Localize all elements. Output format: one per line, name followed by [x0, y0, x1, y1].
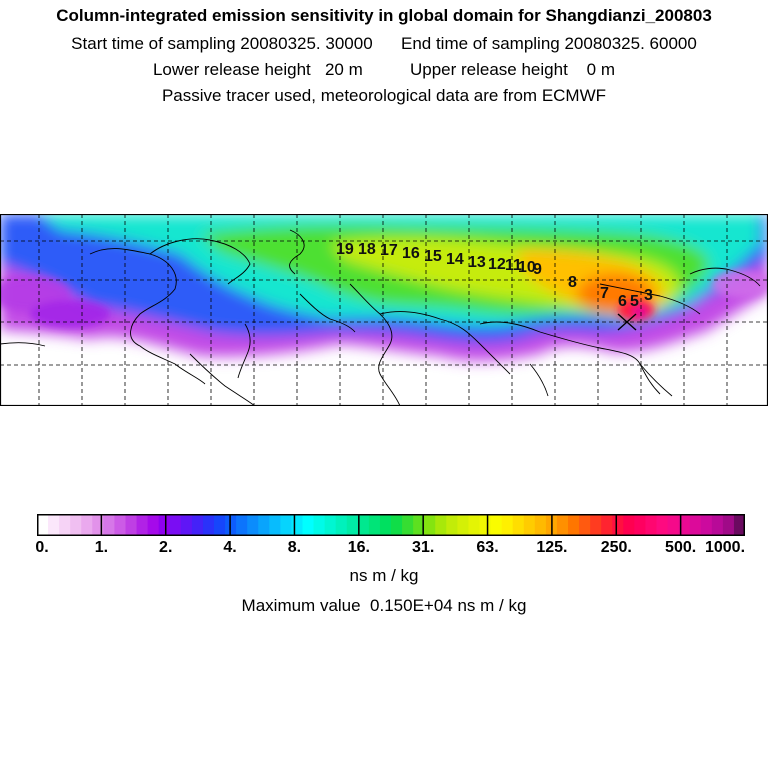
colorbar-cell [81, 514, 93, 536]
trajectory-label: 9 [533, 261, 542, 278]
colorbar-cell [192, 514, 204, 536]
trajectory-label: 14 [446, 251, 464, 268]
colorbar-cell [491, 514, 503, 536]
trajectory-label: 13 [468, 254, 486, 271]
colorbar-cell [92, 514, 104, 536]
colorbar-cell [70, 514, 82, 536]
colorbar-cell [668, 514, 680, 536]
tracer-note-line: Passive tracer used, meteorological data are from ECMWF [161, 86, 607, 105]
colorbar-cell [369, 514, 381, 536]
colorbar-cell [314, 514, 326, 536]
colorbar-cell [247, 514, 259, 536]
colorbar-cell [114, 514, 126, 536]
sampling-time-line: Start time of sampling 20080325. 30000 End time of sampling 20080325. 60000 [71, 34, 697, 53]
colorbar-cell [325, 514, 337, 536]
colorbar-unit-label: ns m / kg [349, 566, 419, 585]
colorbar-cell [402, 514, 414, 536]
maximum-value-label: Maximum value 0.150E+04 ns m / kg [241, 596, 527, 615]
colorbar-cell [214, 514, 226, 536]
colorbar-cell [579, 514, 591, 536]
release-height-line: Lower release height 20 m Upper release height 0 m [152, 60, 616, 79]
trajectory-label: 6 [618, 293, 627, 310]
colorbar-cell [103, 514, 115, 536]
colorbar-cell [513, 514, 525, 536]
colorbar-cell [712, 514, 724, 536]
colorbar-tick-label: 63. [476, 539, 499, 556]
trajectory-label: 16 [402, 245, 420, 262]
colorbar-cell [126, 514, 138, 536]
trajectory-label: 5 [630, 293, 639, 310]
colorbar-cell [634, 514, 646, 536]
colorbar-cell [170, 514, 182, 536]
trajectory-label: 8 [568, 274, 577, 291]
colorbar-cell [601, 514, 613, 536]
colorbar-cell [258, 514, 270, 536]
colorbar-cell [480, 514, 492, 536]
colorbar-cell [37, 514, 49, 536]
plot-title: Column-integrated emission sensitivity in global domain for Shangdianzi_200803 [56, 6, 712, 25]
colorbar-cell [657, 514, 669, 536]
colorbar-tick-label: 125. [536, 539, 568, 556]
colorbar-cell [457, 514, 469, 536]
colorbar [37, 514, 745, 536]
trajectory-label: 7 [600, 285, 609, 302]
colorbar-cell [159, 514, 171, 536]
colorbar-cell [435, 514, 447, 536]
colorbar-tick-label: 250. [600, 539, 632, 556]
colorbar-cell [590, 514, 602, 536]
colorbar-cell [502, 514, 514, 536]
colorbar-tick-label: 4. [223, 539, 237, 556]
colorbar-cell [380, 514, 392, 536]
colorbar-cell [336, 514, 348, 536]
trajectory-label: 11 [505, 257, 522, 274]
colorbar-cell [236, 514, 248, 536]
colorbar-cell [645, 514, 657, 536]
colorbar-cell [303, 514, 315, 536]
colorbar-cell [391, 514, 403, 536]
colorbar-cell [424, 514, 436, 536]
colorbar-tick-label: 0. [35, 539, 49, 556]
colorbar-cell [612, 514, 624, 536]
colorbar-cell [181, 514, 193, 536]
colorbar-tick-label: 500. [665, 539, 697, 556]
colorbar-tick-label: 16. [347, 539, 370, 556]
colorbar-cell [701, 514, 713, 536]
colorbar-tick-label: 1. [94, 539, 109, 556]
colorbar-cell [568, 514, 580, 536]
trajectory-label: 19 [336, 241, 354, 258]
colorbar-cell [347, 514, 359, 536]
colorbar-cell [723, 514, 735, 536]
colorbar-tick-label: 2. [159, 539, 173, 556]
colorbar-cell [446, 514, 458, 536]
colorbar-cell [690, 514, 702, 536]
trajectory-label: 17 [380, 242, 398, 259]
colorbar-cell [48, 514, 60, 536]
colorbar-cell [225, 514, 237, 536]
colorbar-cell [59, 514, 71, 536]
colorbar-cell [623, 514, 635, 536]
colorbar-cell [734, 514, 745, 536]
colorbar-cell [203, 514, 215, 536]
trajectory-label: 3 [644, 287, 653, 304]
colorbar-tick-label: 31. [412, 539, 435, 556]
colorbar-tick-label: 1000. [704, 539, 746, 556]
colorbar-tick-label: 8. [287, 539, 302, 556]
trajectory-label: 18 [358, 241, 376, 258]
colorbar-cell [468, 514, 480, 536]
colorbar-cell [269, 514, 281, 536]
trajectory-label: 10 [518, 259, 536, 276]
colorbar-cell [535, 514, 547, 536]
trajectory-label: 15 [424, 248, 442, 265]
trajectory-label: 12 [488, 256, 506, 273]
colorbar-cell [137, 514, 149, 536]
colorbar-cell [557, 514, 569, 536]
colorbar-cell [291, 514, 303, 536]
emission-sensitivity-map [0, 214, 768, 406]
colorbar-cell [148, 514, 160, 536]
colorbar-cell [524, 514, 536, 536]
colorbar-cell [280, 514, 292, 536]
